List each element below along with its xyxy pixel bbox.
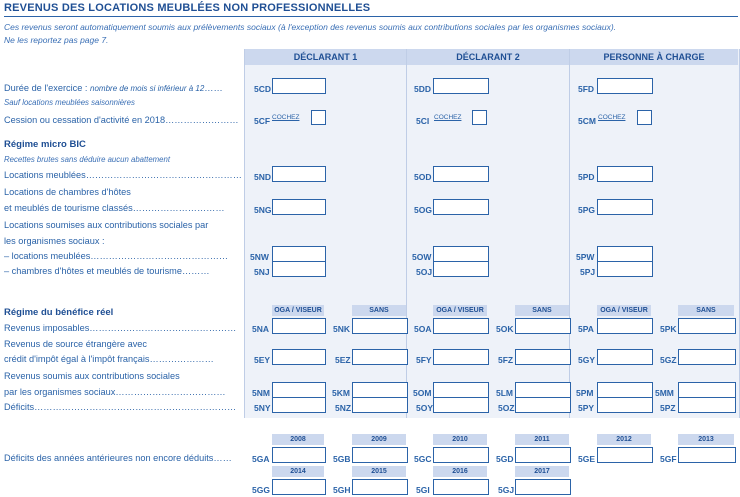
field-5gj[interactable] — [515, 479, 571, 495]
field-5km[interactable] — [352, 382, 408, 398]
field-5og[interactable] — [433, 199, 489, 215]
code-5nk: 5NK — [333, 324, 351, 334]
code-5na: 5NA — [252, 324, 270, 334]
code-5oz: 5OZ — [498, 403, 515, 413]
code-5ow: 5OW — [412, 252, 432, 262]
field-5gi[interactable] — [433, 479, 489, 495]
field-5ow[interactable] — [433, 246, 489, 262]
field-5py[interactable] — [597, 397, 653, 413]
code-5ci: 5CI — [416, 116, 430, 126]
field-5nz[interactable] — [352, 397, 408, 413]
col-header-declarant2: DÉCLARANT 2 — [407, 49, 569, 65]
reel-title: Régime du bénéfice réel — [4, 307, 114, 318]
micro-bic-note: Recettes brutes sans déduire aucun abattement — [4, 155, 171, 164]
duree-label: Durée de l'exercice : nombre de mois si inférieur à 12…… — [4, 83, 223, 93]
contrib-label-2: par les organismes sociaux……………………………… — [4, 387, 226, 397]
field-5fy[interactable] — [433, 349, 489, 365]
loc-meublees-label: Locations meublées…………………………………………… — [4, 170, 242, 180]
code-5fy: 5FY — [416, 355, 432, 365]
field-5nj[interactable] — [272, 261, 326, 277]
field-5nd[interactable] — [272, 166, 326, 182]
duree-note: Sauf locations meublées saisonnières — [4, 98, 135, 107]
intro-text-1: Ces revenus seront automatiquement soumis aux prélèvements sociaux (à l'exception des revenus soumis aux contributions sociales par les organismes sociaux). — [4, 22, 617, 32]
field-5nm[interactable] — [272, 382, 326, 398]
subhead-oga-d1: OGA / VISEUR — [272, 305, 324, 316]
year-2015: 2015 — [352, 466, 406, 477]
field-5pk[interactable] — [678, 318, 736, 334]
field-5ok[interactable] — [515, 318, 571, 334]
code-5ey: 5EY — [254, 355, 271, 365]
field-5ez[interactable] — [352, 349, 408, 365]
field-5gg[interactable] — [272, 479, 326, 495]
subhead-oga-pc: OGA / VISEUR — [597, 305, 651, 316]
code-5gc: 5GC — [414, 454, 432, 464]
field-5fd[interactable] — [597, 78, 653, 94]
code-5og: 5OG — [414, 205, 432, 215]
field-5ng[interactable] — [272, 199, 326, 215]
field-5gz[interactable] — [678, 349, 736, 365]
title-rule — [4, 16, 738, 17]
code-5pk: 5PK — [660, 324, 677, 334]
etrangere-label-2: crédit d'impôt égal à l'impôt français………………… — [4, 354, 214, 364]
field-5pm[interactable] — [597, 382, 653, 398]
code-5gy: 5GY — [578, 355, 596, 365]
year-2012: 2012 — [597, 434, 651, 445]
checkbox-5ci[interactable] — [472, 110, 487, 125]
field-5gc[interactable] — [433, 447, 489, 463]
field-5gf[interactable] — [678, 447, 736, 463]
code-5ge: 5GE — [578, 454, 596, 464]
code-5gz: 5GZ — [660, 355, 677, 365]
code-5fz: 5FZ — [498, 355, 514, 365]
code-5nz: 5NZ — [335, 403, 352, 413]
field-5ey[interactable] — [272, 349, 326, 365]
year-2010: 2010 — [433, 434, 487, 445]
checkbox-5cf[interactable] — [311, 110, 326, 125]
code-5gb: 5GB — [333, 454, 351, 464]
year-2014: 2014 — [272, 466, 324, 477]
code-5oj: 5OJ — [416, 267, 433, 277]
micro-bic-title: Régime micro BIC — [4, 139, 86, 150]
subhead-sans-pc: SANS — [678, 305, 734, 316]
field-5nw[interactable] — [272, 246, 326, 262]
contrib-label-1: Revenus soumis aux contributions sociales — [4, 371, 180, 381]
cession-label: Cession ou cessation d'activité en 2018…………………… — [4, 115, 239, 125]
year-2008: 2008 — [272, 434, 324, 445]
field-5gb[interactable] — [352, 447, 408, 463]
code-5gh: 5GH — [333, 485, 351, 495]
field-5oy[interactable] — [433, 397, 489, 413]
imposables-label: Revenus imposables………………………………………… — [4, 323, 237, 333]
field-5ge[interactable] — [597, 447, 653, 463]
code-5ok: 5OK — [496, 324, 514, 334]
subhead-sans-d2: SANS — [515, 305, 569, 316]
field-5oj[interactable] — [433, 261, 489, 277]
field-5gd[interactable] — [515, 447, 571, 463]
code-5nm: 5NM — [252, 388, 270, 398]
code-5pd: 5PD — [578, 172, 595, 182]
year-2017: 2017 — [515, 466, 569, 477]
code-5pz: 5PZ — [660, 403, 676, 413]
code-5gd: 5GD — [496, 454, 514, 464]
field-5mm[interactable] — [678, 382, 736, 398]
chambres-label-1: Locations de chambres d'hôtes — [4, 187, 131, 197]
code-5nd: 5ND — [254, 172, 272, 182]
field-5gh[interactable] — [352, 479, 408, 495]
code-5pg: 5PG — [578, 205, 596, 215]
code-5om: 5OM — [413, 388, 432, 398]
field-5od[interactable] — [433, 166, 489, 182]
year-2009: 2009 — [352, 434, 406, 445]
subhead-sans-d1: SANS — [352, 305, 406, 316]
code-5mm: 5MM — [655, 388, 674, 398]
code-5ga: 5GA — [252, 454, 270, 464]
code-5ez: 5EZ — [335, 355, 351, 365]
field-5oz[interactable] — [515, 397, 571, 413]
checkbox-5cm[interactable] — [637, 110, 652, 125]
field-5fz[interactable] — [515, 349, 571, 365]
code-5od: 5OD — [414, 172, 432, 182]
etrangere-label-1: Revenus de source étrangère avec — [4, 339, 148, 349]
code-5pm: 5PM — [576, 388, 594, 398]
col-header-declarant1: DÉCLARANT 1 — [245, 49, 406, 65]
section-title: REVENUS DES LOCATIONS MEUBLÉES NON PROFESSIONNELLES — [4, 2, 371, 14]
code-5dd: 5DD — [414, 84, 432, 94]
year-2013: 2013 — [678, 434, 734, 445]
code-5gf: 5GF — [660, 454, 677, 464]
code-5ny: 5NY — [254, 403, 271, 413]
field-5cd[interactable] — [272, 78, 326, 94]
intro-text-2: Ne les reportez pas page 7. — [4, 35, 109, 45]
chambres-label-2: et meublés de tourisme classés………………………… — [4, 203, 225, 213]
field-5pz[interactable] — [678, 397, 736, 413]
field-5ga[interactable] — [272, 447, 326, 463]
soumises-label-2: les organismes sociaux : — [4, 236, 105, 246]
field-5gy[interactable] — [597, 349, 653, 365]
field-5dd[interactable] — [433, 78, 489, 94]
code-5nw: 5NW — [250, 252, 269, 262]
code-5pw: 5PW — [576, 252, 595, 262]
code-5nj: 5NJ — [254, 267, 270, 277]
code-5lm: 5LM — [496, 388, 513, 398]
field-5pd[interactable] — [597, 166, 653, 182]
code-5km: 5KM — [332, 388, 350, 398]
field-5nk[interactable] — [352, 318, 408, 334]
cochez-label-d1: COCHEZ — [272, 114, 300, 121]
soumises-label-3: – locations meublées……………………………………… — [4, 251, 229, 261]
field-5pj[interactable] — [597, 261, 653, 277]
code-5gg: 5GG — [252, 485, 270, 495]
code-5gj: 5GJ — [498, 485, 515, 495]
field-5ny[interactable] — [272, 397, 326, 413]
field-5lm[interactable] — [515, 382, 571, 398]
year-2011: 2011 — [515, 434, 569, 445]
code-5ng: 5NG — [254, 205, 272, 215]
code-5cd: 5CD — [254, 84, 272, 94]
field-5pg[interactable] — [597, 199, 653, 215]
field-5oa[interactable] — [433, 318, 489, 334]
deficits-label: Déficits………………………………………………………… — [4, 402, 237, 412]
soumises-label-4: – chambres d'hôtes et meublés de tourisme……… — [4, 266, 210, 276]
anterieurs-label: Déficits des années antérieures non encore déduits…… — [4, 453, 232, 463]
field-5na[interactable] — [272, 318, 326, 334]
subhead-oga-d2: OGA / VISEUR — [433, 305, 487, 316]
code-5pj: 5PJ — [580, 267, 596, 277]
code-5cf: 5CF — [254, 116, 271, 126]
col-header-personne-charge: PERSONNE À CHARGE — [570, 49, 738, 65]
field-5om[interactable] — [433, 382, 489, 398]
field-5pa[interactable] — [597, 318, 653, 334]
code-5oy: 5OY — [416, 403, 434, 413]
field-5pw[interactable] — [597, 246, 653, 262]
code-5oa: 5OA — [414, 324, 432, 334]
code-5cm: 5CM — [578, 116, 596, 126]
code-5pa: 5PA — [578, 324, 594, 334]
code-5py: 5PY — [578, 403, 595, 413]
cochez-label-d2: COCHEZ — [434, 114, 462, 121]
year-2016: 2016 — [433, 466, 487, 477]
soumises-label-1: Locations soumises aux contributions sociales par — [4, 220, 209, 230]
code-5gi: 5GI — [416, 485, 430, 495]
cochez-label-pc: COCHEZ — [598, 114, 626, 121]
code-5fd: 5FD — [578, 84, 595, 94]
